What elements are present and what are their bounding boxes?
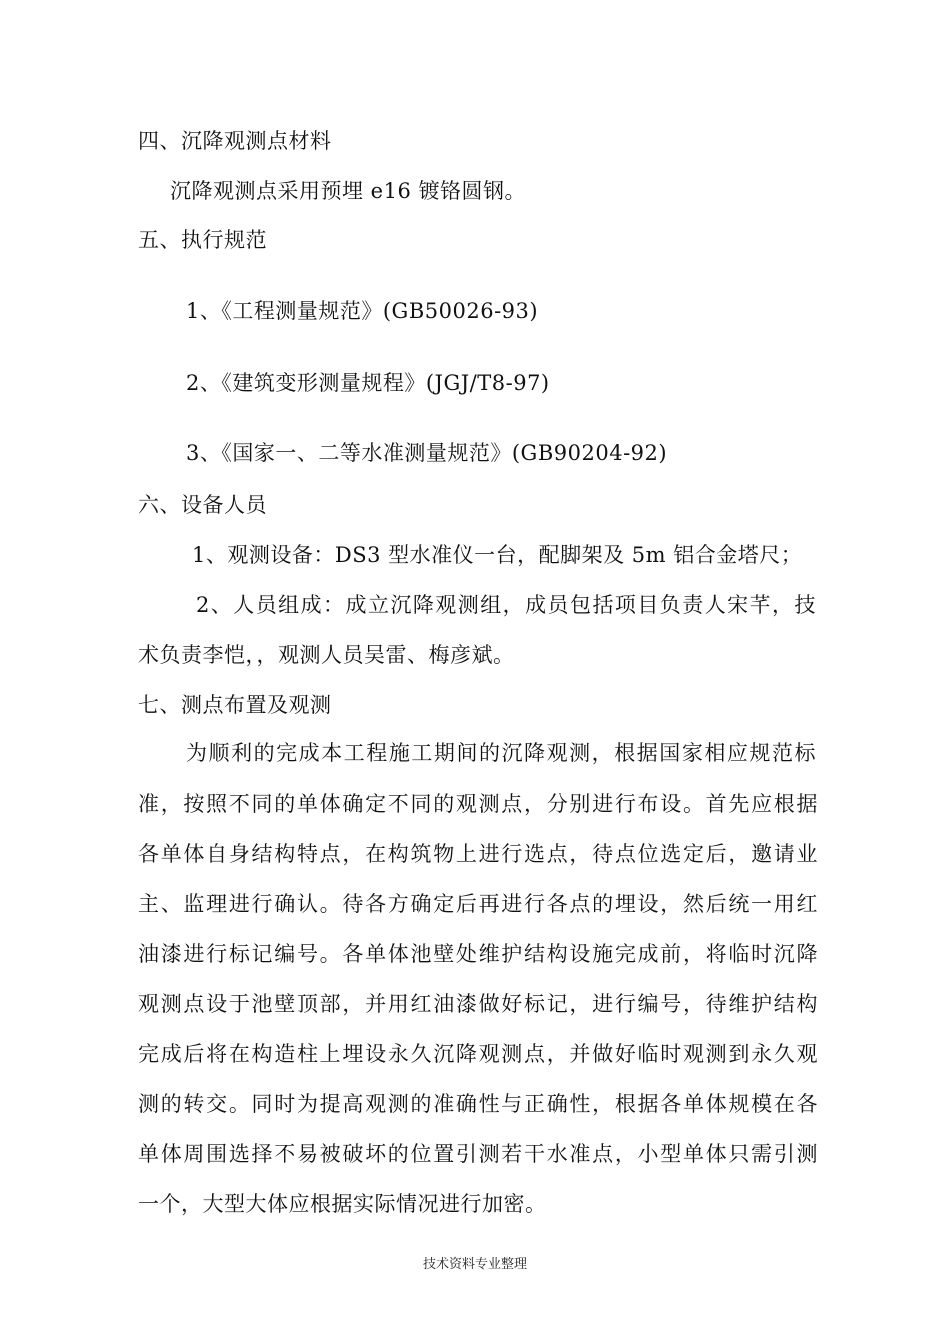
personnel-item-line-1: 2、人员组成：成立沉降观测组，成员包括项目负责人宋芊，技	[196, 593, 816, 617]
paragraph-line: 主、监理进行确认。待各方确定后再进行各点的埋设，然后统一用红	[138, 892, 818, 916]
paragraph-line: 油漆进行标记编号。各单体池壁处维护结构设施完成前，将临时沉降	[138, 942, 818, 966]
paragraph-line: 各单体自身结构特点，在构筑物上进行选点，待点位选定后，邀请业	[138, 842, 818, 866]
paragraph-line: 单体周围选择不易被破坏的位置引测若干水准点，小型单体只需引测	[138, 1142, 818, 1166]
standard-item-1: 1、《工程测量规范》(GB50026-93)	[186, 299, 539, 323]
paragraph-line-last: 一个，大型大体应根据实际情况进行加密。	[138, 1192, 547, 1216]
section-5-heading: 五、执行规范	[138, 228, 267, 252]
paragraph-line: 观测点设于池壁顶部，并用红油漆做好标记，进行编号，待维护结构	[138, 992, 818, 1016]
section-7-heading: 七、测点布置及观测	[138, 693, 332, 717]
paragraph-line: 为顺利的完成本工程施工期间的沉降观测，根据国家相应规范标	[186, 741, 816, 765]
standard-item-2: 2、《建筑变形测量规程》(JGJ/T8-97)	[186, 371, 550, 395]
paragraph-line: 测的转交。同时为提高观测的准确性与正确性，根据各单体规模在各	[138, 1092, 818, 1116]
page-footer: 技术资料专业整理	[422, 1257, 527, 1272]
standard-item-3: 3、《国家一、二等水准测量规范》(GB90204-92)	[186, 441, 668, 465]
personnel-item-line-2: 术负责李恺，，观测人员吴雷、梅彦斌。	[138, 643, 515, 667]
paragraph-line: 准，按照不同的单体确定不同的观测点，分别进行布设。首先应根据	[138, 792, 818, 816]
paragraph-line: 完成后将在构造柱上埋设永久沉降观测点，并做好临时观测到永久观	[138, 1042, 818, 1066]
section-4-body: 沉降观测点采用预埋 e16 镀铬圆钢。	[170, 179, 526, 203]
equipment-item: 1、观测设备：DS3 型水准仪一台，配脚架及 5m 铝合金塔尺；	[192, 543, 803, 567]
section-4-heading: 四、沉降观测点材料	[138, 129, 332, 153]
section-6-heading: 六、设备人员	[138, 493, 267, 517]
